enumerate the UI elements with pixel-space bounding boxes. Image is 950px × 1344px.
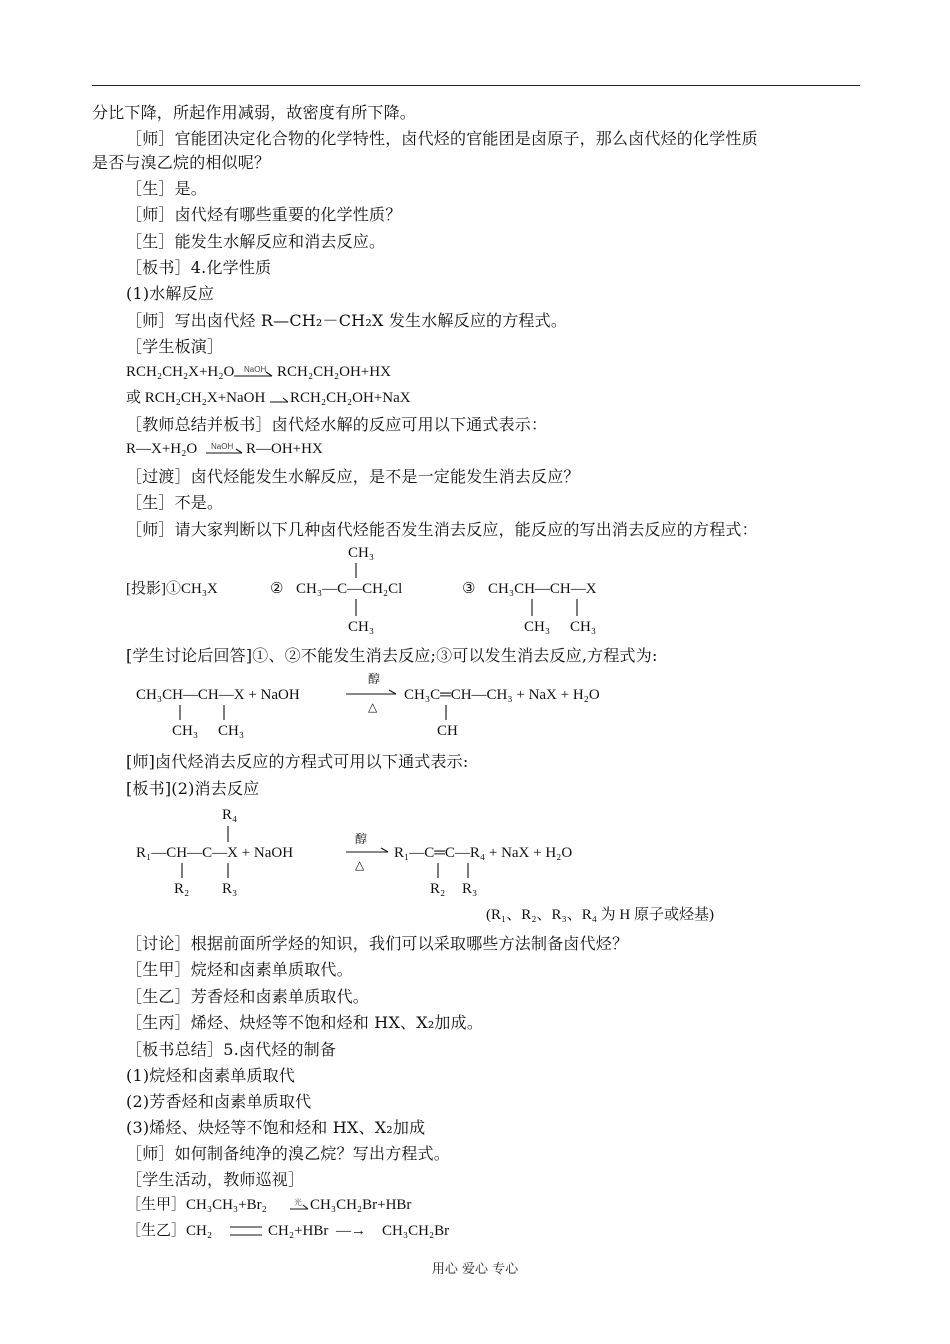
structure-group: R₂ (174, 881, 190, 897)
text-line: ［板书］4.化学性质 (126, 258, 272, 277)
text-line: (3)烯烃、炔烃等不饱和烃和 HX、X₂加成 (126, 1118, 426, 1137)
equation-left: ［生乙］CH₂ (126, 1223, 213, 1239)
structure-group: R₃ (462, 881, 478, 897)
equation-left: R—X+H₂O (126, 441, 198, 457)
condition-bottom: △ (355, 858, 365, 872)
structure-group: CH (437, 723, 458, 739)
substituent-note: (R₁、R₂、R₃、R₄ 为 H 原子或烃基) (486, 907, 715, 923)
text-line: ［师］写出卤代烃 R—CH₂－CH₂X 发生水解反应的方程式。 (126, 311, 568, 330)
text-line: [板书](2)消去反应 (126, 779, 260, 798)
text-line: 分比下降，所起作用减弱，故密度有所下降。 (92, 103, 417, 122)
structure-group: R₃ (222, 881, 238, 897)
text-line: [学生讨论后回答]①、②不能发生消去反应;③可以发生消去反应,方程式为: (126, 646, 658, 665)
equation-right: RCH₂CH₂OH+NaX (290, 390, 411, 406)
structure-group: CH₃ (524, 619, 551, 635)
equation-right: CH₃CH₂Br (382, 1223, 450, 1239)
text-line: ［师］如何制备纯净的溴乙烷？写出方程式。 (126, 1144, 451, 1163)
text-line: ［讨论］根据前面所学烃的知识，我们可以采取哪些方法制备卤代烃？ (126, 934, 629, 953)
reaction-arrow: —→ (336, 1223, 366, 1239)
equation-right: R—OH+HX (246, 441, 323, 457)
equation-left: CH₃CH—CH—X + NaOH (136, 687, 300, 703)
compound-number: ② (270, 581, 284, 597)
text-line: (1)水解反应 (126, 284, 215, 303)
text-line: ［教师总结并板书］卤代烃水解的反应可用以下通式表示： (126, 415, 548, 434)
equation-right: CH₃C═CH—CH₃ + NaX + H₂O (404, 687, 600, 703)
text-line: ［板书总结］5.卤代烃的制备 (126, 1040, 337, 1059)
text-line: ［师］请大家判断以下几种卤代烃能否发生消去反应，能反应的写出消去反应的方程式： (126, 520, 758, 539)
structure-group: CH₃ (570, 619, 597, 635)
equation-left: R₁—CH—C—X + NaOH (136, 845, 294, 861)
text-line: ［过渡］卤代烃能发生水解反应，是不是一定能发生消去反应？ (126, 467, 580, 486)
text-line: ［生］是。 (126, 179, 208, 198)
equation-right: R₁—C═C—R₄ + NaX + H₂O (394, 845, 573, 861)
condition-top: 醇 (355, 832, 368, 846)
structure-main: CH₃CH—CH—X (488, 581, 597, 597)
condition-top: 醇 (368, 672, 381, 686)
equation-left: 或 RCH₂CH₂X+NaOH (126, 390, 266, 406)
text-line: ［学生板演］ (126, 337, 224, 356)
condition-bottom: △ (368, 700, 378, 714)
structure-group: R₄ (222, 807, 238, 823)
equation-left: RCH₂CH₂X+H₂O (126, 364, 235, 380)
structure-group: CH₃ (348, 619, 375, 635)
equation-left: ［生甲］CH₃CH₃+Br₂ (126, 1197, 267, 1213)
equation-condition: 光 (294, 1198, 302, 1207)
structure-main: CH₃—C—CH₂Cl (296, 581, 403, 597)
projection-label: [投影]①CH₃X (126, 581, 218, 597)
equation-condition: NaOH (244, 365, 267, 374)
equation-right: CH₃CH₂Br+HBr (310, 1197, 412, 1213)
text-line: ［生乙］芳香烃和卤素单质取代。 (126, 987, 370, 1006)
text-line: ［师］官能团决定化合物的化学特性，卤代烃的官能团是卤原子，那么卤代烃的化学性质 (126, 129, 758, 148)
equation-right: RCH₂CH₂OH+HX (277, 364, 391, 380)
text-line: (1)烷烃和卤素单质取代 (126, 1066, 296, 1085)
text-line: ［学生活动，教师巡视］ (126, 1170, 305, 1189)
page-footer: 用心 爱心 专心 (431, 1262, 519, 1277)
structure-group: CH₃ (348, 545, 375, 561)
text-line: ［生］不是。 (126, 493, 224, 512)
text-line: ［生丙］烯烃、炔烃等不饱和烃和 HX、X₂加成。 (126, 1013, 484, 1032)
equation-condition: NaOH (211, 442, 234, 451)
text-line: (2)芳香烃和卤素单质取代 (126, 1092, 312, 1111)
structure-group: R₂ (430, 881, 446, 897)
text-line: 是否与溴乙烷的相似呢？ (92, 153, 271, 172)
structure-group: CH₃ (172, 723, 199, 739)
structure-group: CH₃ (218, 723, 245, 739)
compound-number: ③ (462, 581, 476, 597)
text-line: ［生甲］烷烃和卤素单质取代。 (126, 960, 353, 979)
text-line: ［生］能发生水解反应和消去反应。 (126, 232, 386, 251)
text-line: ［师］卤代烃有哪些重要的化学性质？ (126, 205, 402, 224)
equation-middle: CH₂+HBr (268, 1223, 329, 1239)
text-line: [师]卤代烃消去反应的方程式可用以下通式表示: (126, 752, 469, 771)
